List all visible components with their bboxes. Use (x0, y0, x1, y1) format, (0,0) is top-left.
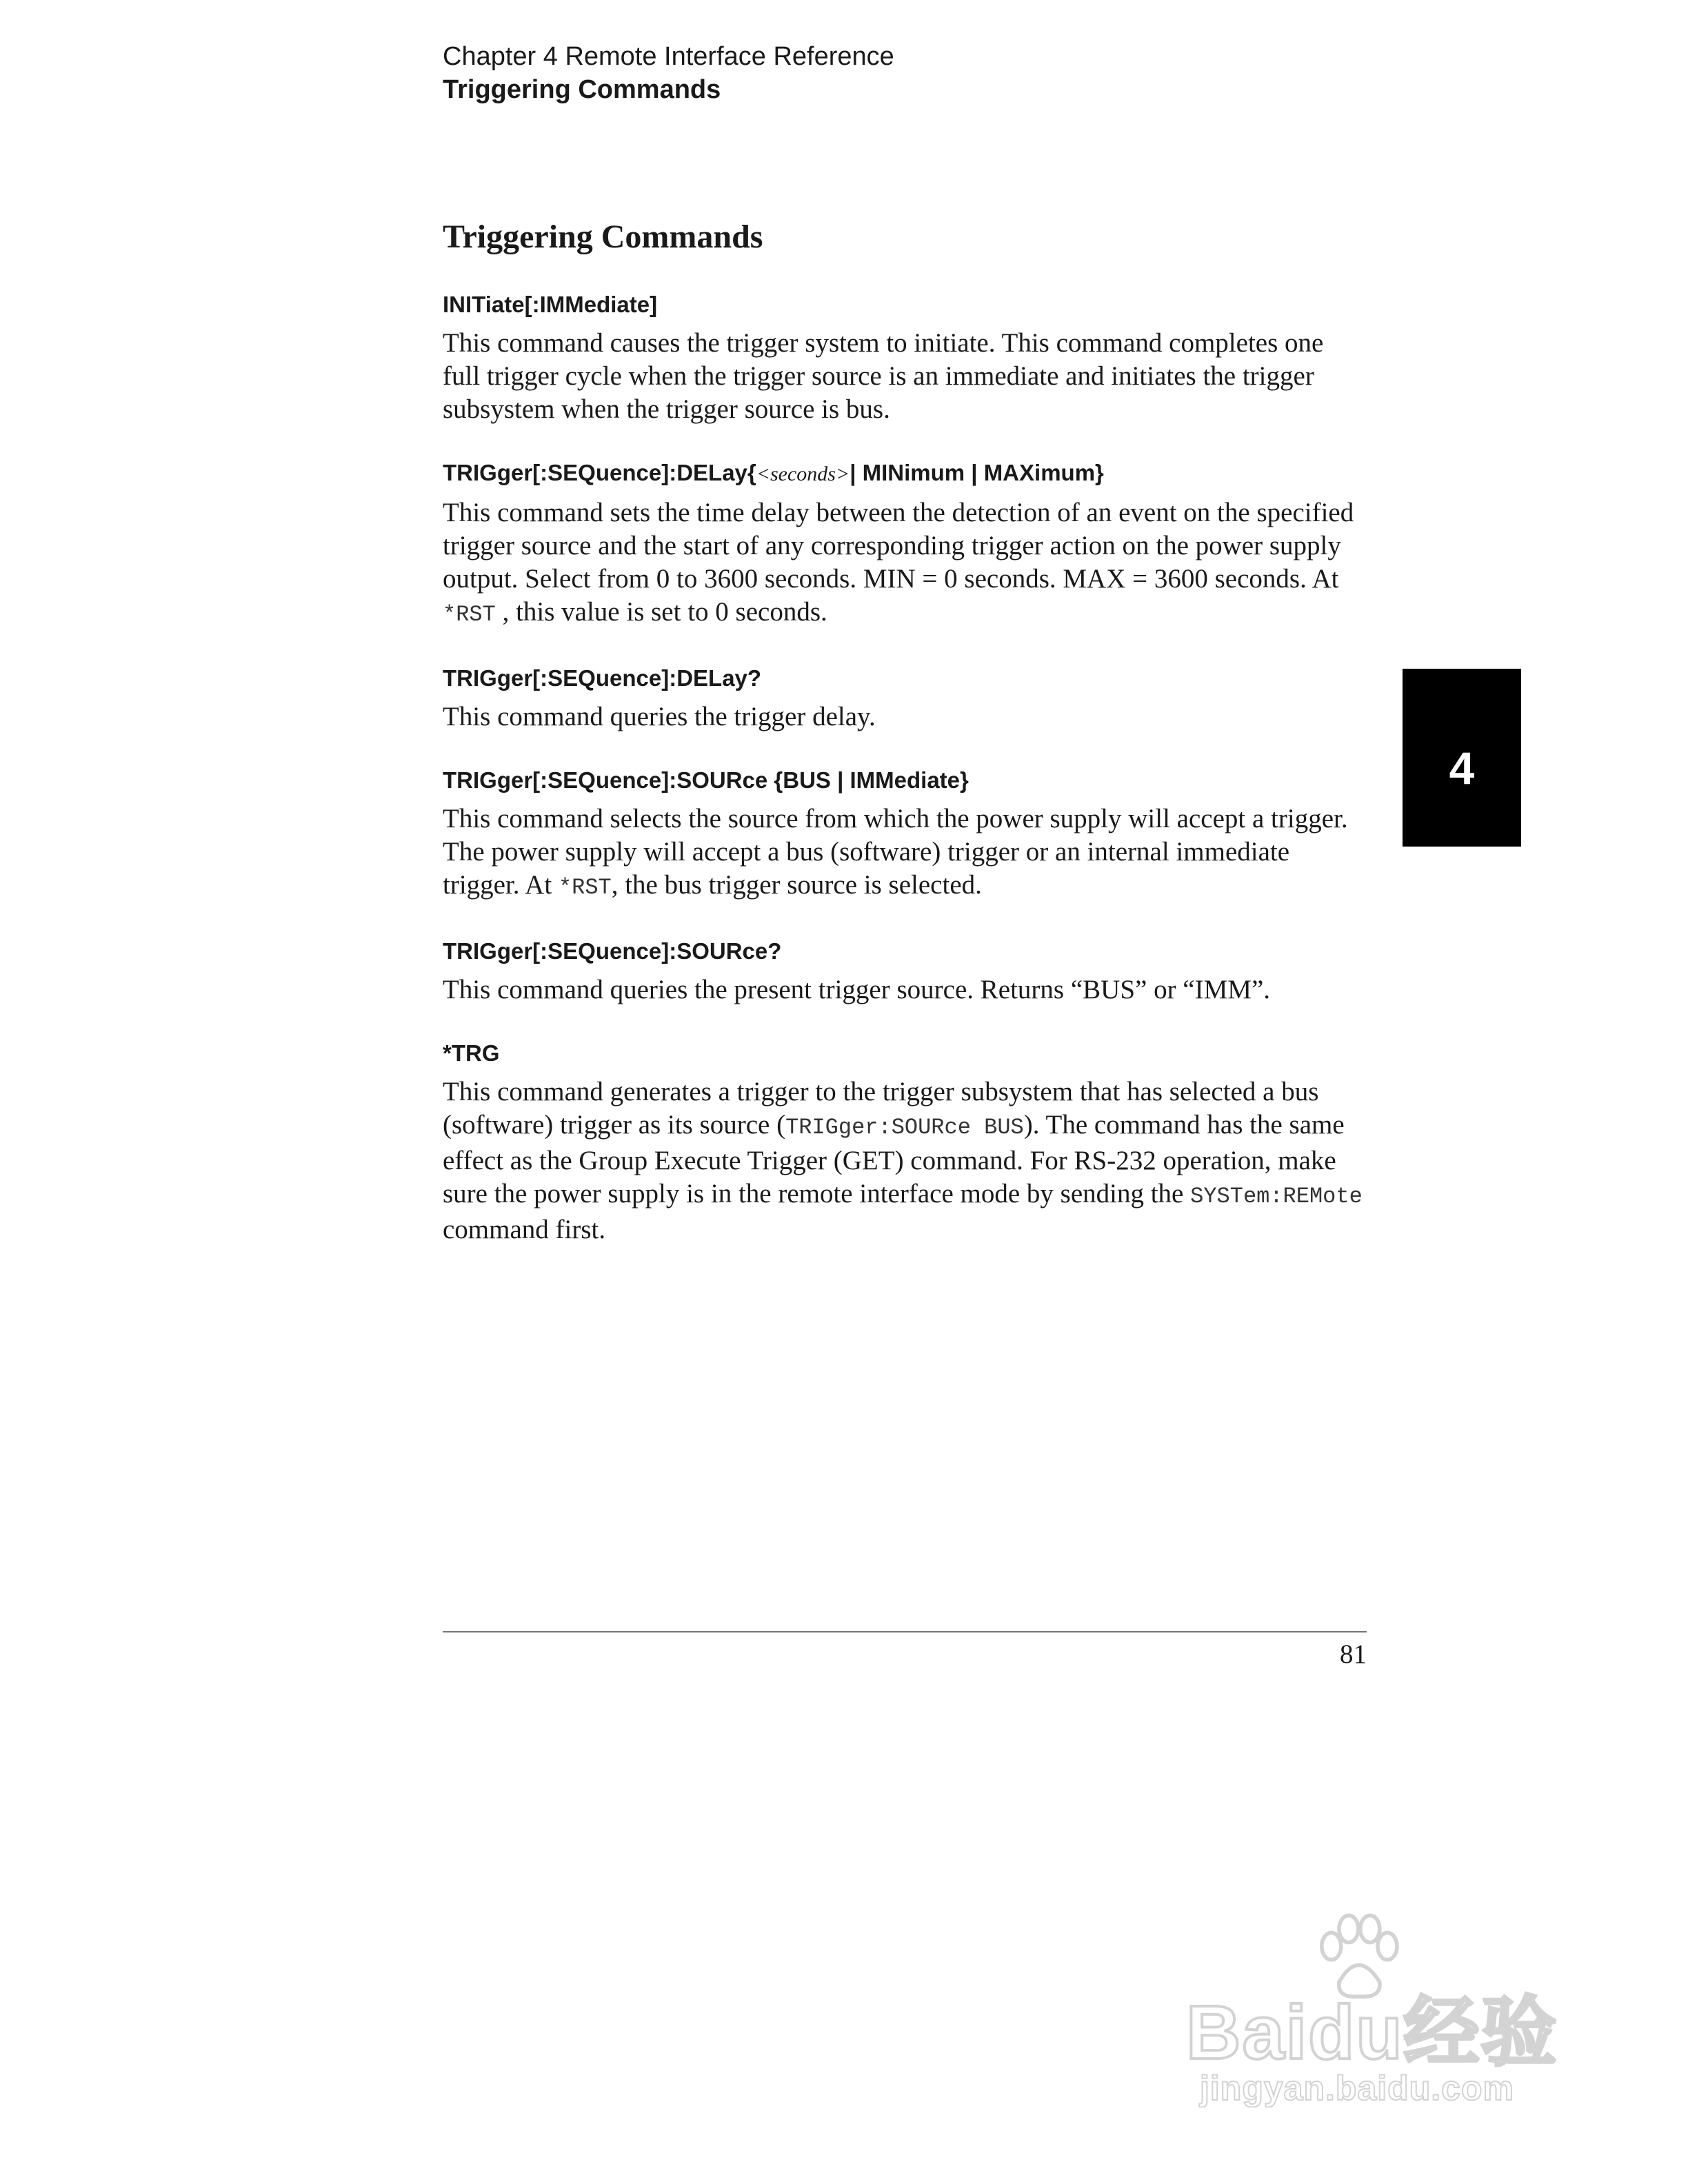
description-text: command first. (443, 1215, 606, 1244)
command-name: TRIGger[:SEQuence]:DELay? (443, 665, 762, 691)
command-description: This command queries the present trigger source. Returns “BUS” or “IMM”. (443, 975, 1271, 1004)
command-name: *TRG (443, 1040, 500, 1066)
command-entry (443, 663, 1367, 734)
footer-divider (443, 1631, 1367, 1632)
code-snippet: *RST (558, 875, 612, 900)
command-description: This command causes the trigger system to initiate. This command completes one full trigger cycle when the trigger source is an immediate and initiates the trigger subsystem when the trigger source is bus. (443, 328, 1324, 424)
section-title: Triggering Commands (443, 219, 763, 255)
command-entry (443, 458, 1367, 631)
command-entry (443, 290, 1367, 426)
description-text: This command selects the source from which the power supply will accept a trigger. The power supply will accept a bus (software) trigger or an internal immediate trigger. At (443, 804, 1348, 900)
command-description (443, 802, 1367, 904)
watermark-url: jingyan.baidu.com (1200, 2069, 1514, 2107)
command-name: INITiate[:IMMediate] (443, 292, 658, 317)
command-name: TRIGger[:SEQuence]:SOURce? (443, 938, 782, 964)
command-name-suffix: | MINimum | MAXimum} (850, 460, 1104, 485)
main-content (443, 215, 1367, 1278)
running-header (443, 40, 1408, 106)
command-name (443, 458, 1367, 489)
chapter-tab (1403, 669, 1521, 847)
command-parameter: <seconds> (756, 463, 850, 485)
watermark-brand: Baidu经验 (1186, 1990, 1558, 2075)
description-text: This command sets the time delay between the detection of an event on the specified trigger source and the start of any corresponding trigger action on the power supply output. Select from 0 to 3600 seconds. MIN = 0 seconds. MAX = 3600 seconds. At (443, 498, 1354, 594)
chapter-tab-label: 4 (1449, 742, 1475, 793)
description-text: This command generates a trigger to the trigger subsystem that has selected a bus (software) trigger as its source ( (443, 1077, 1319, 1140)
code-snippet: *RST (443, 602, 496, 627)
description-text: , the bus trigger source is selected. (611, 870, 982, 900)
watermark (1186, 1903, 1600, 2110)
command-entry (443, 765, 1367, 904)
command-name: TRIGger[:SEQuence]:SOURce {BUS | IMMediate} (443, 767, 969, 793)
code-snippet: TRIGger:SOURce BUS (785, 1115, 1024, 1140)
code-snippet: SYSTem:REMote (1190, 1184, 1363, 1209)
command-name-prefix: TRIGger[:SEQuence]:DELay{ (443, 460, 756, 485)
command-entry (443, 936, 1367, 1007)
command-description (443, 496, 1367, 631)
description-text: ). The command has the same effect as the Group Execute Trigger (GET) command. For RS-232 operation, make sure the power supply is in the remote interface mode by sending the (443, 1110, 1345, 1209)
running-section-title: Triggering Commands (443, 75, 721, 104)
command-entry (443, 1038, 1367, 1246)
command-description (443, 1075, 1367, 1246)
chapter-title: Chapter 4 Remote Interface Reference (443, 42, 894, 71)
command-description: This command queries the trigger delay. (443, 702, 876, 731)
page-number: 81 (1340, 1639, 1367, 1669)
description-text: , this value is set to 0 seconds. (495, 597, 827, 627)
